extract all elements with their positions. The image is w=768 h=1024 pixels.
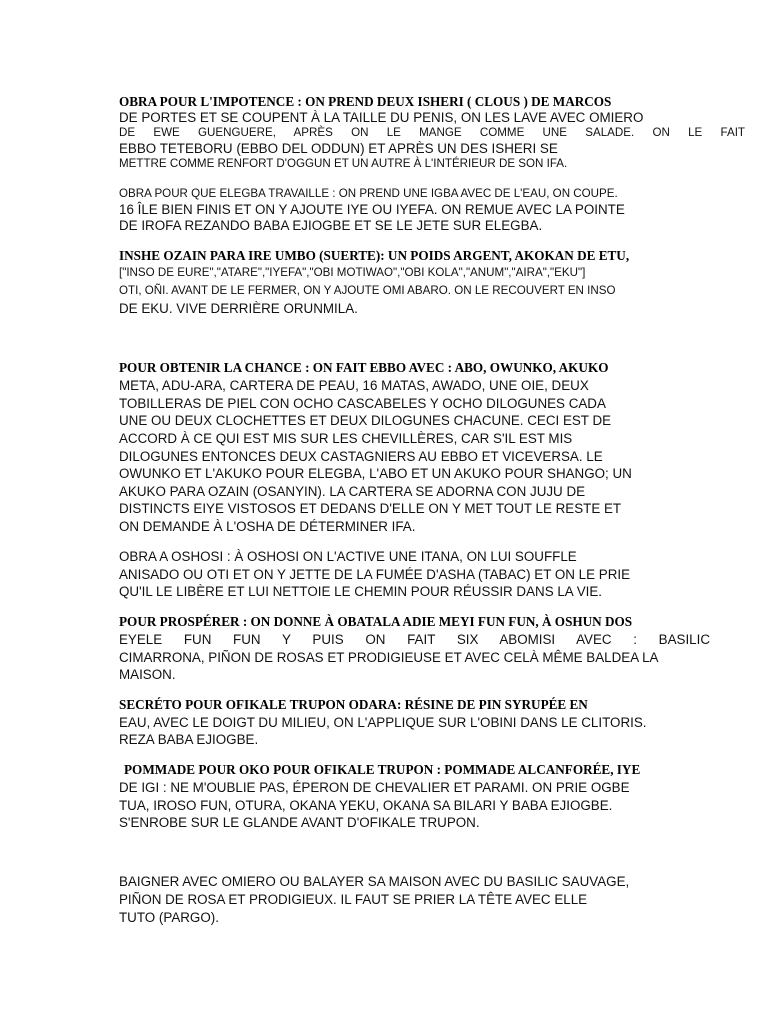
- text-line: ACCORD À CE QUI EST MIS SUR LES CHEVILLÈRES, CAR S'IL EST MIS: [119, 431, 573, 446]
- text-line: ON DEMANDE À L'OSHA DE DÉTERMINER IFA.: [119, 519, 416, 534]
- text-line: TUA, IROSO FUN, OTURA, OKANA YEKU, OKANA SA BILARI Y BABA EJIOGBE.: [119, 798, 613, 813]
- text-line: OWUNKO ET L'AKUKO POUR ELEGBA, L'ABO ET UN AKUKO POUR SHANGO; UN: [119, 466, 632, 481]
- text-line: EYELE FUN FUN Y PUIS ON FAIT SIX ABOMISI AVEC : BASILIC: [119, 632, 710, 647]
- text-line: DE IGI : NE M'OUBLIE PAS, ÉPERON DE CHEVALIER ET PARAMI. ON PRIE OGBE: [119, 780, 630, 795]
- text-line: DE EWE GUENGUERE, APRÈS ON LE MANGE COMME UNE SALADE. ON LE FAIT: [119, 126, 745, 139]
- text-line: TUTO (PARGO).: [119, 910, 219, 925]
- text-line: BAIGNER AVEC OMIERO OU BALAYER SA MAISON AVEC DU BASILIC SAUVAGE,: [119, 874, 630, 889]
- text-line: QU'IL LE LIBÈRE ET LUI NETTOIE LE CHEMIN POUR RÉUSSIR DANS LA VIE.: [119, 584, 603, 599]
- text-line: EBBO TETEBORU (EBBO DEL ODDUN) ET APRÈS UN DES ISHERI SE: [119, 141, 558, 156]
- heading-secreto: SECRÉTO POUR OFIKALE TRUPON ODARA: RÉSINE DE PIN SYRUPÉE EN: [119, 697, 588, 712]
- heading-prosperer: POUR PROSPÉRER : ON DONNE À OBATALA ADIE MEYI FUN FUN, À OSHUN DOS: [119, 614, 633, 629]
- text-line: REZA BABA EJIOGBE.: [119, 732, 259, 747]
- text-line: DE PORTES ET SE COUPENT À LA TAILLE DU PENIS, ON LES LAVE AVEC OMIERO: [119, 110, 644, 125]
- heading-obra-impotence: OBRA POUR L'IMPOTENCE : ON PREND DEUX ISHERI ( CLOUS ) DE MARCOS: [119, 94, 612, 109]
- text-line: ["INSO DE EURE","ATARE","IYEFA","OBI MOTIWAO","OBI KOLA","ANUM","AIRA","EKU"]: [119, 266, 586, 279]
- text-line: DISTINCTS EIYE VISTOSOS ET DEDANS D'ELLE ON Y MET TOUT LE RESTE ET: [119, 501, 622, 516]
- text-line: META, ADU-ARA, CARTERA DE PEAU, 16 MATAS, AWADO, UNE OIE, DEUX: [119, 378, 589, 393]
- text-line: OBRA POUR QUE ELEGBA TRAVAILLE : ON PREND UNE IGBA AVEC DE L'EAU, ON COUPE.: [119, 187, 618, 200]
- text-line: S'ENROBE SUR LE GLANDE AVANT D'OFIKALE TRUPON.: [119, 815, 480, 830]
- text-line: OBRA A OSHOSI : À OSHOSI ON L'ACTIVE UNE ITANA, ON LUI SOUFFLE: [119, 549, 577, 564]
- heading-pommade: POMMADE POUR OKO POUR OFIKALE TRUPON : POMMADE ALCANFORÉE, IYE: [124, 762, 641, 777]
- text-line: AKUKO PARA OZAIN (OSANYIN). LA CARTERA SE ADORNA CON JUJU DE: [119, 484, 586, 499]
- text-line: TOBILLERAS DE PIEL CON OCHO CASCABELES Y OCHO DILOGUNES CADA: [119, 396, 606, 411]
- text-line: DE IROFA REZANDO BABA EJIOGBE ET SE LE JETE SUR ELEGBA.: [119, 218, 543, 233]
- text-line: PIÑON DE ROSA ET PRODIGIEUX. IL FAUT SE PRIER LA TÊTE AVEC ELLE: [119, 892, 588, 907]
- text-line: 16 ÎLE BIEN FINIS ET ON Y AJOUTE IYE OU IYEFA. ON REMUE AVEC LA POINTE: [119, 202, 625, 217]
- text-line: EAU, AVEC LE DOIGT DU MILIEU, ON L'APPLIQUE SUR L'OBINI DANS LE CLITORIS.: [119, 715, 647, 730]
- text-line: DILOGUNES ENTONCES DEUX CASTAGNIERS AU EBBO ET VICEVERSA. LE: [119, 449, 603, 464]
- text-line: METTRE COMME RENFORT D'OGGUN ET UN AUTRE À L'INTÉRIEUR DE SON IFA.: [119, 157, 568, 170]
- text-line: UNE OU DEUX CLOCHETTES ET DEUX DILOGUNES CHACUNE. CECI EST DE: [119, 413, 612, 428]
- heading-inshe-ozain: INSHE OZAIN PARA IRE UMBO (SUERTE): UN POIDS ARGENT, AKOKAN DE ETU,: [119, 248, 630, 263]
- text-line: DE EKU. VIVE DERRIÈRE ORUNMILA.: [119, 301, 358, 316]
- text-line: MAISON.: [119, 667, 176, 682]
- text-line: ANISADO OU OTI ET ON Y JETTE DE LA FUMÉE D'ASHA (TABAC) ET ON LE PRIE: [119, 567, 631, 582]
- text-line: CIMARRONA, PIÑON DE ROSAS ET PRODIGIEUSE ET AVEC CELÀ MÊME BALDEA LA: [119, 650, 659, 665]
- heading-obtenir-chance: POUR OBTENIR LA CHANCE : ON FAIT EBBO AVEC : ABO, OWUNKO, AKUKO: [119, 360, 609, 375]
- text-line: OTI, OÑI. AVANT DE LE FERMER, ON Y AJOUTE OMI ABARO. ON LE RECOUVERT EN INSO: [119, 284, 616, 297]
